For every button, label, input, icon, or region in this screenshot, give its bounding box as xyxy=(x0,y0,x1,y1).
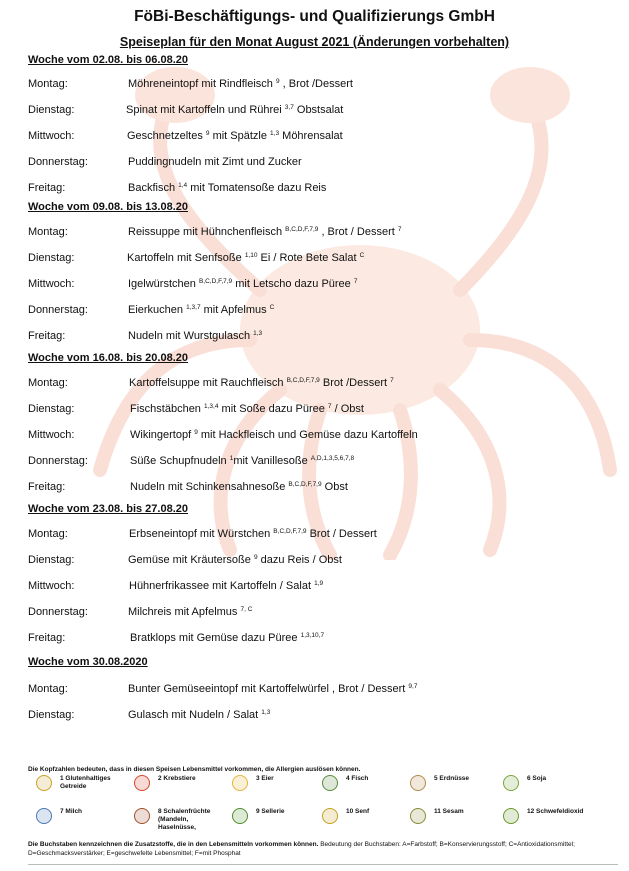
meal-extra: mit Apfelmus xyxy=(200,304,267,316)
week-heading: Woche vom 30.08.2020 xyxy=(28,656,148,668)
meal-name: Puddingnudeln mit Zimt und Zucker xyxy=(128,156,302,168)
menu-row xyxy=(28,252,618,266)
divider xyxy=(28,864,618,865)
legend-label: 9 Sellerie xyxy=(256,808,285,815)
allergen-code: B,C,D,F,7,9 xyxy=(288,481,322,488)
meal-text xyxy=(129,528,377,540)
day-label: Donnerstag: xyxy=(28,156,88,168)
sesame-icon xyxy=(410,808,426,824)
meal-name: Backfisch xyxy=(128,182,176,194)
day-label: Montag: xyxy=(28,377,68,389)
meal-name: Reissuppe mit Hühnchenfleisch xyxy=(128,226,283,238)
celery-icon xyxy=(232,808,248,824)
meal-name: Kartoffeln mit Senfsoße xyxy=(127,252,242,264)
meal-text xyxy=(129,580,323,592)
allergen-code: 1,3 xyxy=(253,330,263,337)
meal-name: Bunter Gemüseeintopf mit Kartoffelwürfel , Brot / Dessert xyxy=(128,683,406,695)
meal-name: Nudeln mit Schinkensahnesoße xyxy=(130,481,286,493)
meal-text xyxy=(130,481,348,493)
meal-extra: mit Spätzle xyxy=(209,130,267,142)
meal-name: Nudeln mit Wurstgulasch xyxy=(128,330,251,342)
week-heading: Woche vom 23.08. bis 27.08.20 xyxy=(28,503,188,515)
meal-name: Möhreneintopf mit Rindfleisch xyxy=(128,78,273,90)
day-label: Freitag: xyxy=(28,182,66,194)
footnote-text: Bedeutung der Buchstaben: A=Farbstoff; B=Konservierungsstoff; C=Antioxidationsmittel; D=Geschmacksverstärker; E=geschwefelte Lebensmittel; F=mit Phosphat xyxy=(28,841,575,857)
day-label: Dienstag: xyxy=(28,403,75,415)
menu-row xyxy=(28,606,618,620)
meal-extra: / Obst xyxy=(331,403,364,415)
menu-row xyxy=(28,455,618,469)
meal-name: Gemüse mit Kräutersoße xyxy=(128,554,251,566)
legend-label: 5 Erdnüsse xyxy=(434,775,470,782)
legend-label: 3 Eier xyxy=(256,775,274,782)
meal-text xyxy=(130,632,324,644)
meal-name: Fischstäbchen xyxy=(130,403,201,415)
meal-text xyxy=(128,304,274,316)
meal-extra: mit Vanillesoße xyxy=(233,455,308,467)
menu-row xyxy=(28,580,618,594)
allergen-code: 1,9 xyxy=(314,580,324,587)
day-label: Montag: xyxy=(28,78,68,90)
meal-text xyxy=(128,156,302,168)
day-label: Montag: xyxy=(28,528,68,540)
meal-text xyxy=(128,330,262,342)
crab-icon xyxy=(134,775,150,791)
meal-extra: Obstsalat xyxy=(293,104,344,116)
meal-name: Spinat mit Kartoffeln und Rührei xyxy=(126,104,282,116)
day-label: Donnerstag: xyxy=(28,455,88,467)
week-heading: Woche vom 09.08. bis 13.08.20 xyxy=(28,201,188,213)
soy-icon xyxy=(503,775,519,791)
meal-name: Bratklops mit Gemüse dazu Püree xyxy=(130,632,298,644)
additives-footnote xyxy=(28,840,608,858)
week-heading: Woche vom 16.08. bis 20.08.20 xyxy=(28,352,188,364)
meal-text xyxy=(128,226,402,238)
menu-row xyxy=(28,377,618,391)
meal-name: Kartoffelsuppe mit Rauchfleisch xyxy=(129,377,284,389)
day-label: Freitag: xyxy=(28,330,66,342)
day-label: Mittwoch: xyxy=(28,429,75,441)
allergen-code: 1,3,10,7 xyxy=(300,632,325,639)
meal-name: Geschnetzeltes xyxy=(127,130,203,142)
menu-row xyxy=(28,403,618,417)
meal-text xyxy=(126,104,343,116)
allergen-code: 7 xyxy=(397,226,402,233)
meal-extra: , Brot /Dessert xyxy=(279,78,353,90)
allergen-code: 9 xyxy=(253,554,258,561)
day-label: Dienstag: xyxy=(28,252,75,264)
nut-icon xyxy=(134,808,150,824)
allergen-code: 1,4 xyxy=(178,182,188,189)
legend-label: 6 Soja xyxy=(527,775,547,782)
allergen-code: 7 xyxy=(390,377,394,384)
allergen-code: B,C,D,F,7,9 xyxy=(286,377,320,384)
day-label: Dienstag: xyxy=(28,554,75,566)
menu-row xyxy=(28,481,618,495)
menu-row xyxy=(28,156,618,170)
legend-label: 8 Schalenfrüchte (Mandeln, Haselnüsse, xyxy=(158,808,211,831)
menu-row xyxy=(28,554,618,568)
meal-extra: mit Letscho dazu Püree xyxy=(232,278,351,290)
meal-text xyxy=(128,278,357,290)
menu-row xyxy=(28,182,618,196)
meal-name: Hühnerfrikassee mit Kartoffeln / Salat xyxy=(129,580,311,592)
menu-row xyxy=(28,130,618,144)
allergen-code: 9 xyxy=(194,429,198,436)
legend-label: 10 Senf xyxy=(346,808,370,815)
legend-intro: Die Kopfzahlen bedeuten, dass in diesen Speisen Lebensmittel vorkommen, die Allergien auslösen können. xyxy=(28,766,361,773)
meal-extra: , Brot / Dessert xyxy=(318,226,395,238)
meal-text xyxy=(130,403,364,415)
allergen-code: C xyxy=(359,252,365,259)
allergen-code: 1 xyxy=(229,455,234,462)
meal-text xyxy=(130,455,354,467)
allergen-code: 7 xyxy=(353,278,358,285)
wheat-icon xyxy=(36,775,52,791)
allergen-code: B,C,D,F,7,9 xyxy=(285,226,319,233)
meal-extra: Möhrensalat xyxy=(279,130,343,142)
allergen-code: 1,10 xyxy=(244,252,258,259)
allergen-code: 1,3 xyxy=(270,130,280,137)
menu-row xyxy=(28,304,618,318)
allergen-code: B,C,D,F,7,9 xyxy=(198,278,233,285)
day-label: Donnerstag: xyxy=(28,304,88,316)
legend-label: 7 Milch xyxy=(60,808,83,815)
allergen-code: 9 xyxy=(275,78,280,85)
meal-extra: Obst xyxy=(321,481,348,493)
meal-name: Eierkuchen xyxy=(128,304,184,316)
peanut-icon xyxy=(410,775,426,791)
meal-text xyxy=(130,429,418,441)
day-label: Dienstag: xyxy=(28,104,75,116)
allergen-code: 9,7 xyxy=(408,683,418,690)
menu-row xyxy=(28,683,618,697)
meal-extra: mit Soße dazu Püree xyxy=(218,403,325,415)
menu-row xyxy=(28,528,618,542)
meal-extra: Ei / Rote Bete Salat xyxy=(257,252,357,264)
menu-row xyxy=(28,78,618,92)
meal-text xyxy=(128,683,417,695)
allergen-code: B,C,D,F,7,9 xyxy=(273,528,307,535)
menu-row xyxy=(28,330,618,344)
day-label: Mittwoch: xyxy=(28,278,75,290)
meal-name: Süße Schupfnudeln xyxy=(130,455,227,467)
so2-icon xyxy=(503,808,519,824)
meal-text xyxy=(128,554,342,566)
mustard-icon xyxy=(322,808,338,824)
page-title: Speiseplan für den Monat August 2021 (Änderungen vorbehalten) xyxy=(119,35,510,49)
day-label: Montag: xyxy=(28,683,68,695)
menu-row xyxy=(28,709,618,723)
allergen-code: 7 xyxy=(327,403,332,410)
allergen-code: 3,7 xyxy=(284,104,294,111)
menu-row xyxy=(28,429,618,443)
day-label: Montag: xyxy=(28,226,68,238)
meal-extra: mit Tomatensoße dazu Reis xyxy=(187,182,327,194)
legend-label: 4 Fisch xyxy=(346,775,369,782)
meal-extra: dazu Reis / Obst xyxy=(257,554,342,566)
day-label: Mittwoch: xyxy=(28,130,75,142)
meal-name: Wikingertopf xyxy=(130,429,192,441)
menu-row xyxy=(28,226,618,240)
week-heading: Woche vom 02.08. bis 06.08.20 xyxy=(28,54,188,66)
legend-label: 11 Sesam xyxy=(434,808,464,815)
allergen-code: 9 xyxy=(205,130,210,137)
allergen-code: 1,3 xyxy=(261,709,271,716)
legend-label: 12 Schwefeldioxid xyxy=(527,808,584,815)
meal-text xyxy=(127,130,343,142)
meal-text xyxy=(128,709,270,721)
meal-text xyxy=(127,252,364,264)
meal-text xyxy=(128,78,353,90)
company-name: FöBi-Beschäftigungs- und Qualifizierungs GmbH xyxy=(134,8,495,25)
fish-icon xyxy=(322,775,338,791)
legend-label: 1 Glutenhaltiges Getreide xyxy=(60,775,111,790)
day-label: Freitag: xyxy=(28,481,66,493)
footnote-bold: Die Buchstaben kennzeichnen die Zusatzstoffe, die in den Lebensmitteln vorkommen können. xyxy=(28,841,319,848)
day-label: Donnerstag: xyxy=(28,606,88,618)
day-label: Mittwoch: xyxy=(28,580,75,592)
legend-label: 2 Krebstiere xyxy=(158,775,196,782)
meal-text xyxy=(128,606,252,618)
day-label: Freitag: xyxy=(28,632,66,644)
allergen-code: 7, C xyxy=(240,606,253,613)
meal-name: Milchreis mit Apfelmus xyxy=(128,606,238,618)
allergen-code: C xyxy=(269,304,275,311)
meal-extra: Brot / Dessert xyxy=(306,528,377,540)
meal-text xyxy=(129,377,394,389)
meal-text xyxy=(128,182,326,194)
allergen-code: A,D,1,3,5,6,7,8 xyxy=(310,455,355,462)
allergen-code: 1,3,7 xyxy=(186,304,201,311)
meal-extra: Brot /Dessert xyxy=(319,377,388,389)
meal-name: Gulasch mit Nudeln / Salat xyxy=(128,709,259,721)
day-label: Dienstag: xyxy=(28,709,75,721)
egg-icon xyxy=(232,775,248,791)
milk-icon xyxy=(36,808,52,824)
meal-name: Igelwürstchen xyxy=(128,278,196,290)
allergen-code: 1,3,4 xyxy=(204,403,219,410)
menu-row xyxy=(28,278,618,292)
meal-name: Erbseneintopf mit Würstchen xyxy=(129,528,271,540)
menu-row xyxy=(28,632,618,646)
menu-row xyxy=(28,104,618,118)
meal-extra: mit Hackfleisch und Gemüse dazu Kartoffeln xyxy=(197,429,418,441)
